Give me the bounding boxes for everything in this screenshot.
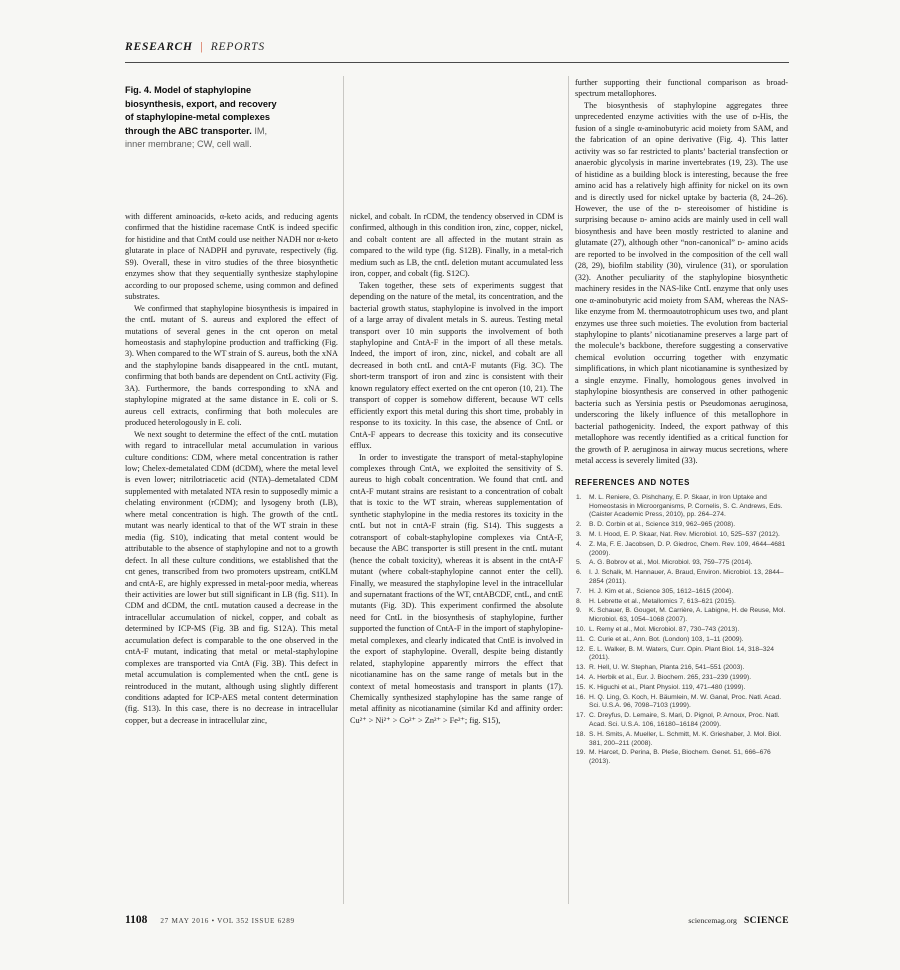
reference-item: K. Schauer, B. Gouget, M. Carrière, A. Labigne, H. de Reuse, Mol. Microbiol. 63, 1054–1068 (2007). <box>589 607 786 624</box>
figure-caption <box>125 84 281 152</box>
paragraph: nickel, and cobalt. In rCDM, the tendency observed in CDM is confirmed, although in this condition iron, zinc, copper, nickel, and cobalt content are all affected in the mutant strain as compared to the wild type (fig. S12B). Finally, in a metal-rich medium such as LB, the cntL deletion mutant accumulated less iron, copper, and cobalt (fig. S12C). <box>350 212 563 279</box>
column-middle <box>350 211 563 903</box>
reference-item: B. D. Corbin et al., Science 319, 962–965 (2008). <box>589 521 736 529</box>
reference-item: M. L. Reniere, G. Pishchany, E. P. Skaar, in Iron Uptake and Homeostasis in Microorganisms, P. Cornelis, S. C. Andrews, Eds. (Caister Academic Press, 2010), pp. 264–274. <box>589 493 783 519</box>
paragraph: In order to investigate the transport of metal-staphylopine complexes through CntA, we exploited the sensitivity of S. aureus to high cobalt concentration. We found that cntL and cntA-F mutant strains are resistant to a concentration of cobalt that is toxic to the WT strain, whereas supplementation of synthetic staphylopine in the media restores its toxicity in the cntL but not in cntA-F strain (fig. S14). This suggests a cotransport of cobalt-staphylopine complexes via CntA-F, because the ABC transporter is still present in the cntL mutant (hence the cobalt toxicity), whereas it is absent in the cntA-F mutant (where cobalt-staphylopine cannot enter the cell). Finally, we measured the staphylopine level in the intracellular and supernatant fractions of the WT, cntABCDF, cntL, and cntE mutants (Fig. 3D). This experiment confirmed the absolute need for CntL in the biosynthesis of staphylopine, further supported the function of CntA-F in the import of staphylopine-metal complexes, and clearly indicated that CntE is involved in the export of staphylopine. Overall, despite being distantly related, staphylopine apparently mirrors the effect that nicotianamine has on the same range of metals but in the context of metal homeostasis and transport in plants (17). Chemically synthesized staphylopine has the same range of metal affinity as nicotianamine (similar Kd and affinity order: Cu²⁺ > Ni²⁺ > Co²⁺ > Zn²⁺ > Fe²⁺; fig. S15), <box>350 452 563 725</box>
journal-name: SCIENCE <box>743 916 789 926</box>
issue-info: 27 MAY 2016 • VOL 352 ISSUE 6289 <box>160 917 295 925</box>
reference-item: A. G. Bobrov et al., Mol. Microbiol. 93, 759–775 (2014). <box>589 559 753 567</box>
references-list <box>575 494 788 767</box>
reference-item: H. Lebrette et al., Metallomics 7, 613–621 (2015). <box>589 597 736 605</box>
reference-item: H. Q. Ling, G. Koch, H. Bäumlein, M. W. Ganal, Proc. Natl. Acad. Sci. U.S.A. 96, 7098–7103 (1999). <box>589 693 782 710</box>
figure-caption-note: IM, inner membrane; CW, cell wall. <box>125 125 268 150</box>
footer-right <box>688 916 789 926</box>
paragraph: with different aminoacids, α-keto acids, and reducing agents confirmed that the histidine racemase CntK is indeed specific for histidine and that CntM could use neither NADH nor α-keto glutarate in place of NADPH and pyruvate, respectively (fig. S9). Overall, these in vitro studies of the three biosynthetic enzymes show that they sequentially synthesize staphylopine according to our proposed scheme, using common and defined substrates. <box>125 212 338 302</box>
paragraph: Taken together, these sets of experiments suggest that depending on the nature of the metal, its concentration, and the bacterial growth status, staphylopine is involved in the import of a large array of divalent metals in S. aureus. Testing metal transport over 10 min supports the involvement of both staphylopine and CntA-F in the import of all these metals. Indeed, the import of iron, zinc, nickel, and cobalt are all decreased in both cntL and cntA-F mutants (Fig. 3C). The short-term transport of iron and zinc is consistent with their known regulatory effect exerted on the cnt operon (10, 21). The transport of copper is somehow different, because WT cells efficiently export this metal during this short time, probably in response to its toxicity. In this case, the absence of CntL or CntA-F appears to decrease this toxicity and its consecutive efflux. <box>350 280 563 451</box>
header-section-label: RESEARCH <box>125 41 193 53</box>
paragraph: further supporting their functional comparison as broad-spectrum metallophores. <box>575 78 788 99</box>
figure-caption-title: Fig. 4. Model of staphylopine biosynthesis, export, and recovery of staphylopine-metal complexes through the ABC transporter. <box>125 85 277 136</box>
references-heading: REFERENCES AND NOTES <box>575 478 691 488</box>
reference-item: S. H. Smits, A. Mueller, L. Schmitt, M. K. Grieshaber, J. Mol. Biol. 381, 200–211 (2008). <box>589 730 782 747</box>
paragraph: The biosynthesis of staphylopine aggregates three unprecedented enzyme activities with the use of ᴅ-His, the fusion of a single α-aminobutyric acid moiety from SAM, and the fabrication of an opine derivative (Fig. 4). This latter activity was so far restricted to plants’ bacterial transfection or anaerobic glycolysis in marine invertebrates (19, 23). The use of histidine as a building block is interesting, because the free amino acid has a relatively high affinity for nickel on its own and is directly used for nickel uptake by bacteria (8, 24–26). However, the use of the ᴅ- stereoisomer of histidine is surprising because ᴅ- amino acids are mainly used in cell wall biosynthesis and have been mostly restricted to alanine and glutamate (27), although other “non-canonical” ᴅ- amino acids are reported to be involved in the composition of the cell wall (28, 29), biofilm stability (30), virulence (31), or sporulation (32). Another peculiarity of the staphylopine biosynthetic machinery resides in the NAS-like CntL enzyme that only uses one α-aminobutyric acid moiety from SAM, whereas the NAS-like enzyme from M. thermoautotrophicum uses two, and plant enzymes use three such moieties. The evolution from bacterial staphylopine to plants’ nicotianamine preserves a large part of the molecule’s backbone, therefore suggesting a conservative chemical evolution occurring together with enzymatic simplifications, in which plant nicotianamine is synthesized by a single enzyme. Finally, homologous genes involved in staphylopine biosynthesis are conserved in other pathogenic bacteria such as Yersinia pestis or Pseudomonas aeruginosa, underscoring the likely influence of this metallophore in bacterial pathogenicity. Indeed, the export pathway of this metallophore was recently identified as a critical function for the growth of P. aeruginosa in airway mucus secretions, where metal access is severely limited (33). <box>575 100 788 465</box>
reference-item: E. L. Walker, B. M. Waters, Curr. Opin. Plant Biol. 14, 318–324 (2011). <box>589 645 774 662</box>
column-left <box>125 211 338 903</box>
reference-item: L. Remy et al., Mol. Microbiol. 87, 730–743 (2013). <box>589 626 740 634</box>
column-divider-left <box>343 76 344 904</box>
page-number: 1108 <box>125 914 148 926</box>
column-right <box>575 77 788 909</box>
page-footer <box>125 914 789 926</box>
reference-item: H. J. Kim et al., Science 305, 1612–1615 (2004). <box>589 587 734 595</box>
reference-item: A. Herbik et al., Eur. J. Biochem. 265, 231–239 (1999). <box>589 674 752 681</box>
reference-item: K. Higuchi et al., Plant Physiol. 119, 471–480 (1999). <box>589 683 746 691</box>
header-separator: | <box>199 41 204 53</box>
column-divider-right <box>568 76 569 904</box>
reference-item: M. Harcet, D. Perina, B. Pleše, Biochem. Genet. 51, 666–676 (2013). <box>589 749 771 766</box>
reference-item: C. Curie et al., Ann. Bot. (London) 103, 1–11 (2009). <box>589 635 744 643</box>
reference-item: R. Hell, U. W. Stephan, Planta 216, 541–551 (2003). <box>589 664 745 672</box>
header-subsection-label: REPORTS <box>210 41 265 53</box>
page-header <box>125 41 789 63</box>
journal-site: sciencemag.org <box>688 916 737 925</box>
reference-item: C. Dreyfus, D. Lemaire, S. Mari, D. Pignol, P. Arnoux, Proc. Natl. Acad. Sci. U.S.A. 106, 16180–16184 (2009). <box>589 712 780 728</box>
reference-item: M. I. Hood, E. P. Skaar, Nat. Rev. Microbiol. 10, 525–537 (2012). <box>589 531 780 539</box>
footer-left <box>125 914 295 926</box>
reference-item: I. J. Schalk, M. Hannauer, A. Braud, Environ. Microbiol. 13, 2844–2854 (2011). <box>589 569 784 586</box>
paragraph: We confirmed that staphylopine biosynthesis is impaired in the cntL mutant of S. aureus and explored the effect of mutations of several genes in the cnt operon on metal homeostasis and staphylopine production and trafficking (Fig. 3). When compared to the WT strain of S. aureus, both the xNA and the staphylopine bands disappeared in the cntL mutant, confirming that both bands are dependent on CntL activity (Fig. 3A). Furthermore, the bands corresponding to xNA and staphylopine migrated at the same distance in E. coli or S. aureus cell extracts, confirming that both molecules are produced heterologously in E. coli. <box>125 303 338 428</box>
reference-item: Z. Ma, F. E. Jacobsen, D. P. Giedroc, Chem. Rev. 109, 4644–4681 (2009). <box>589 540 786 557</box>
paragraph: We next sought to determine the effect of the cntL mutation with regard to intracellular metal accumulation in various culture conditions: CDM, where metal concentration is rather low; Chelex-demetalated CDM (dCDM), where the metal level is even lower; nitrilotriacetic acid (NTA)–demetalated CDM supplemented with metalated NTA resin to supposedly mimic a chelating environment (rCDM); and lysogeny broth (LB), where metal concentration is high. The growth of the cntL mutant was nearly identical to that of the WT strain in these media (fig. S10), indicating that metal content would be attributable to the absence of staphylopine and not to a growth defect. In all these culture conditions, we established that the cnt genes, transcribed from two promoters upstream, cntKLM and cntA-E, are highly expressed in metal-poor media, whereas their activities are lower but still significant in LB (fig. S11). In CDM and dCDM, the cntL mutation caused a decrease in the intracellular accumulation of nickel, copper, and cobalt as determined by ICP-MS (Fig. 3B and fig. S12A). This metal accumulation defect is comparable to the one observed in the cntA-F mutant, indicating that metal or metal-staphylopine complexes are transported via CntA (Fig. 3B). This defect in metal accumulation is complemented when the cntL gene is reintroduced in the mutant, although using slightly different conditions adapted for ICP-AES metal content determination (fig. S13). In this case, there is no decrease in intracellular copper, but a decrease in intracellular zinc, <box>125 429 338 725</box>
